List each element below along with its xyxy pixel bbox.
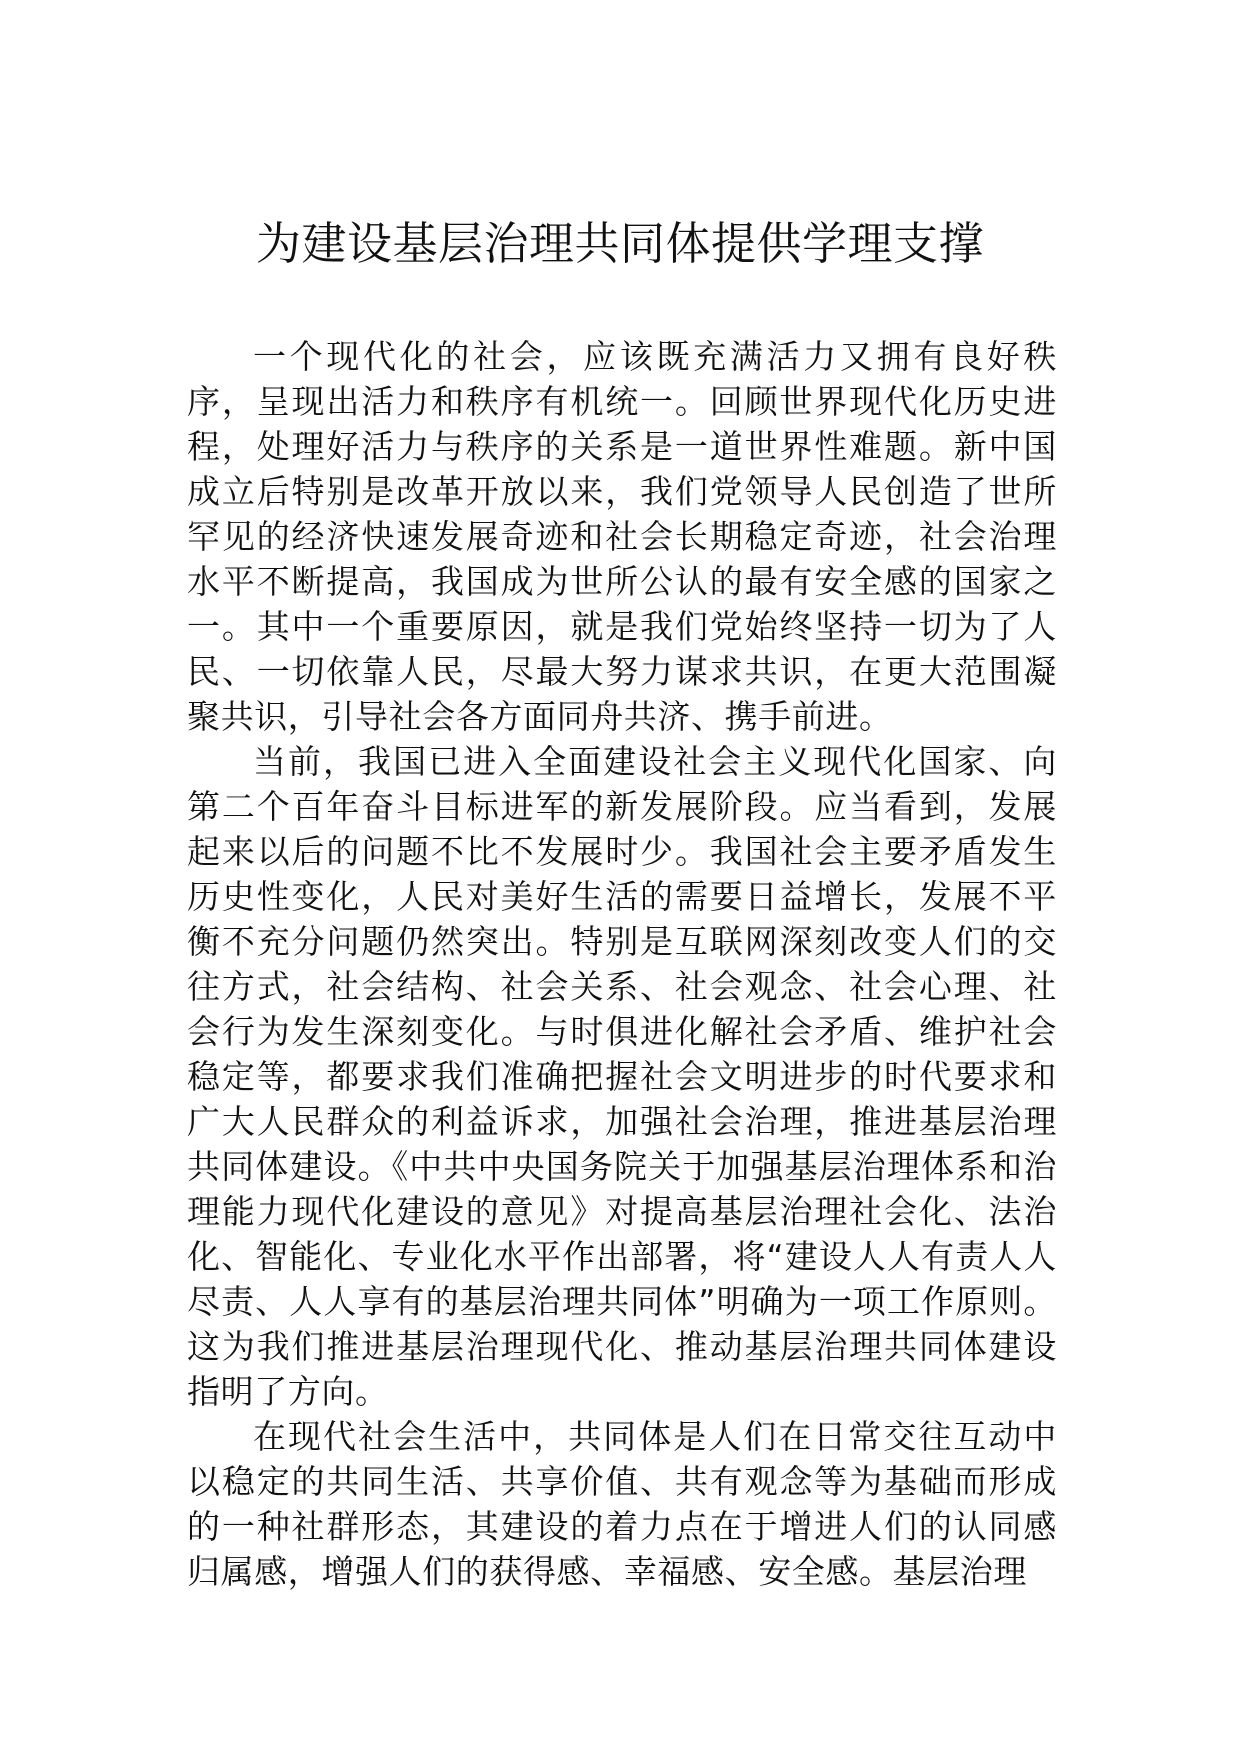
paragraph-2: 当前，我国已进入全面建设社会主义现代化国家、向第二个百年奋斗目标进军的新发展阶段。应当看到，发展起来以后的问题不比不发展时少。我国社会主要矛盾发生历史性变化，人民对美好生活的需要日益增长，发展不平衡不充分问题仍然突出。特别是互联网深刻改变人们的交往方式，社会结构、社会关系、社会观念、社会心理、社会行为发生深刻变化。与时俱进化解社会矛盾、维护社会稳定等，都要求我们准确把握社会文明进步的时代要求和广大人民群众的利益诉求，加强社会治理，推进基层治理共同体建设。《中共中央国务院关于加强基层治理体系和治理能力现代化建设的意见》对提高基层治理社会化、法治化、智能化、专业化水平作出部署，将“建设人人有责人人尽责、人人享有的基层治理共同体”明确为一项工作原则。这为我们推进基层治理现代化、推动基层治理共同体建设指明了方向。: [187, 742, 1057, 1411]
document-body: [187, 334, 1057, 1594]
document-title: 为建设基层治理共同体提供学理支撑: [255, 217, 984, 270]
paragraph-3: 在现代社会生活中，共同体是人们在日常交往互动中以稳定的共同生活、共享价值、共有观念等为基础而形成的一种社群形态，其建设的着力点在于增进人们的认同感归属感，增强人们的获得感、幸福感、安全感。基层治理: [187, 1417, 1057, 1591]
paragraph-1: 一个现代化的社会，应该既充满活力又拥有良好秩序，呈现出活力和秩序有机统一。回顾世界现代化历史进程，处理好活力与秩序的关系是一道世界性难题。新中国成立后特别是改革开放以来，我们党领导人民创造了世所罕见的经济快速发展奇迹和社会长期稳定奇迹，社会治理水平不断提高，我国成为世所公认的最有安全感的国家之一。其中一个重要原因，就是我们党始终坚持一切为了人民、一切依靠人民，尽最大努力谋求共识，在更大范围凝聚共识，引导社会各方面同舟共济、携手前进。: [187, 337, 1057, 736]
